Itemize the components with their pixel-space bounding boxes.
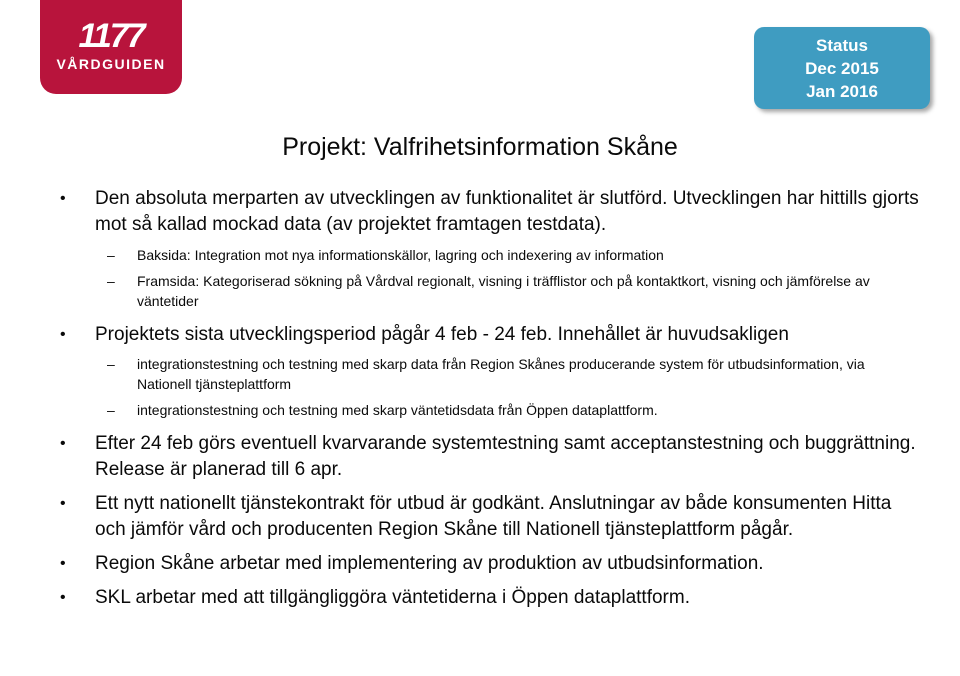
- bullet-text: SKL arbetar med att tillgängliggöra väntetiderna i Öppen dataplattform.: [95, 587, 690, 608]
- bullet-text: Projektets sista utvecklingsperiod pågår 4 feb - 24 feb. Innehållet är huvudsakligen: [95, 324, 789, 345]
- sub-bullet-text: integrationstestning och testning med skarp data från Region Skånes producerande system för utbudsinformation, via Nationell tjänsteplattform: [137, 356, 865, 392]
- bullet-item-3: [60, 431, 920, 483]
- bullet-text: Ett nytt nationellt tjänstekontrakt för utbud är godkänt. Anslutningar av både konsumenten Hitta och jämför vård och producenten Region Skåne till Nationell tjänsteplattform pågår.: [95, 493, 892, 540]
- logo-1177-vardguiden: [40, 0, 182, 94]
- bullet-item-1: [60, 186, 920, 238]
- logo-name: VÅRDGUIDEN: [56, 56, 166, 72]
- sub-bullet-text: Baksida: Integration mot nya informationskällor, lagring och indexering av information: [137, 247, 664, 263]
- sub-bullet-item: [60, 271, 920, 311]
- dash-mark: –: [107, 273, 115, 289]
- status-label: Status: [816, 36, 868, 55]
- status-box: [754, 27, 930, 109]
- bullet-item-6: [60, 585, 920, 611]
- dash-mark: –: [107, 247, 115, 263]
- bullet-list: [60, 186, 920, 611]
- bullet-mark: •: [60, 555, 66, 572]
- bullet-text: Region Skåne arbetar med implementering av produktion av utbudsinformation.: [95, 553, 764, 574]
- dash-mark: –: [107, 356, 115, 372]
- sub-bullet-item: [60, 400, 920, 420]
- bullet-item-2: [60, 322, 920, 348]
- status-date-1: Dec 2015: [805, 59, 879, 78]
- bullet-mark: •: [60, 435, 66, 452]
- logo-number: 1177: [78, 17, 144, 55]
- bullet-item-5: [60, 551, 920, 577]
- sub-bullet-item: [60, 245, 920, 265]
- bullet-mark: •: [60, 495, 66, 512]
- bullet-text: Den absoluta merparten av utvecklingen av funktionalitet är slutförd. Utvecklingen har hittills gjorts mot så kallad mockad data (av projektet framtagen testdata).: [95, 188, 919, 235]
- bullet-mark: •: [60, 589, 66, 606]
- dash-mark: –: [107, 402, 115, 418]
- sub-bullet-text: integrationstestning och testning med skarp väntetidsdata från Öppen dataplattform.: [137, 402, 658, 418]
- bullet-mark: •: [60, 190, 66, 207]
- sub-bullet-text: Framsida: Kategoriserad sökning på Vårdval regionalt, visning i träfflistor och på kontaktkort, visning och jämförelse av väntetider: [137, 273, 870, 309]
- bullet-item-4: [60, 491, 920, 543]
- page-title: Projekt: Valfrihetsinformation Skåne: [282, 133, 678, 161]
- bullet-text: Efter 24 feb görs eventuell kvarvarande systemtestning samt acceptanstestning och buggrättning. Release är planerad till 6 apr.: [95, 433, 916, 480]
- bullet-mark: •: [60, 326, 66, 343]
- sub-bullet-item: [60, 354, 920, 394]
- status-date-2: Jan 2016: [806, 82, 878, 101]
